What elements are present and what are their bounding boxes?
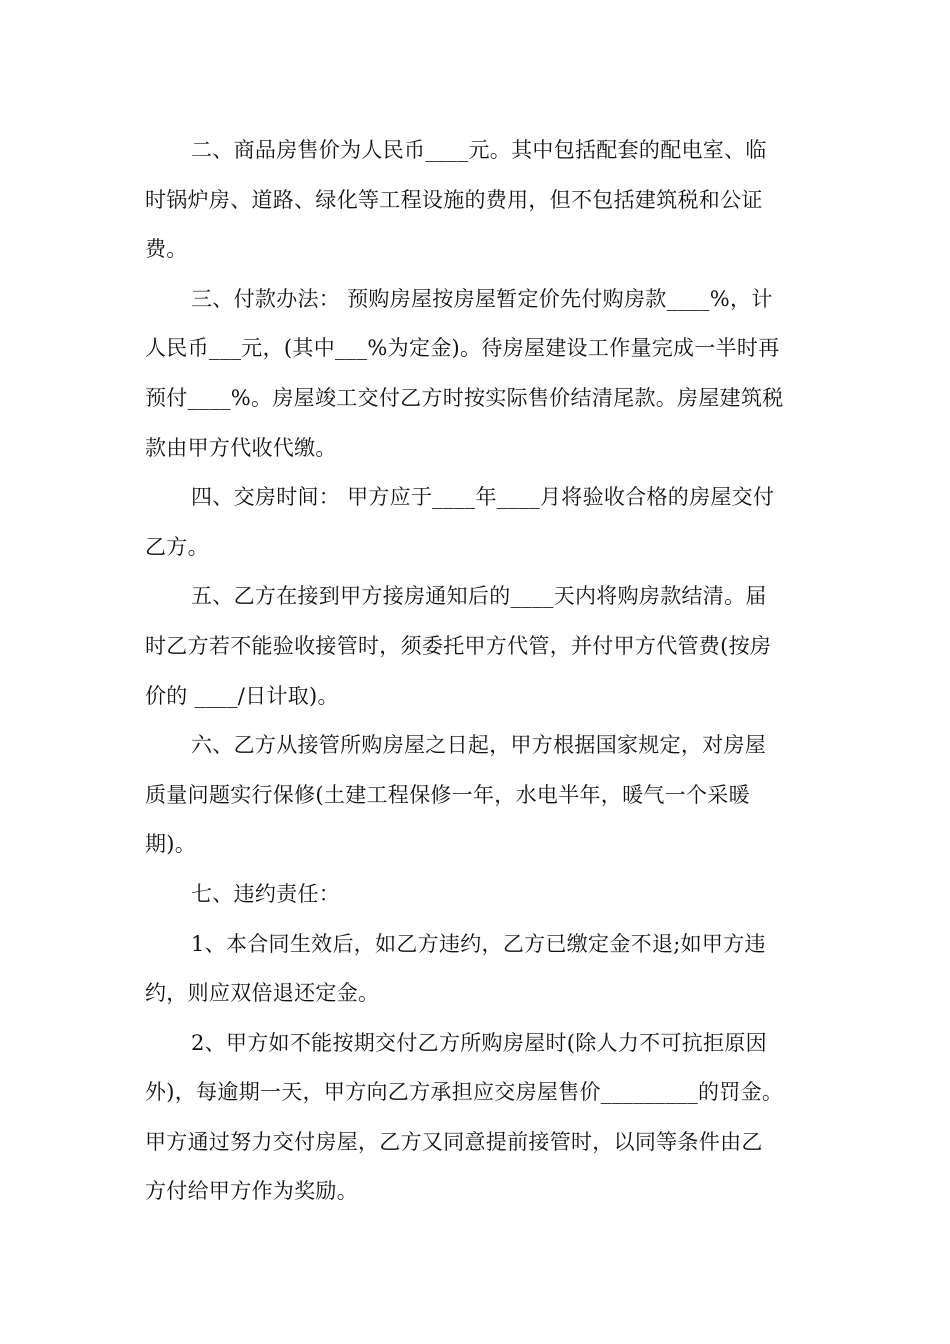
text-line: 质量问题实行保修(土建工程保修一年，水电半年，暖气一个采暖 (145, 782, 750, 807)
text-line: 甲方通过努力交付房屋，乙方又同意提前接管时，以同等条件由乙 (145, 1129, 763, 1154)
text-line: 价的 ____/日计取)。 (145, 683, 339, 708)
text-line: 1、本合同生效后，如乙方违约，乙方已缴定金不退;如甲方违 (191, 931, 766, 956)
text-line: 二、商品房售价为人民币____元。其中包括配套的配电室、临 (191, 138, 767, 162)
text-line: 期)。 (145, 832, 197, 857)
clause-warranty (145, 721, 815, 870)
text-line: 五、乙方在接到甲方接房通知后的____天内将购房款结清。届 (191, 584, 767, 609)
text-line: 费。 (145, 237, 188, 262)
clause-settlement (145, 572, 815, 721)
clause-liability-2 (145, 1019, 815, 1217)
section-heading: 七、违约责任： (191, 881, 341, 906)
text-line: 预付____%。房屋竣工交付乙方时按实际售价结清尾款。房屋建筑税 (145, 385, 784, 410)
text-line: 方付给甲方作为奖励。 (145, 1179, 358, 1204)
text-line: 时锅炉房、道路、绿化等工程设施的费用，但不包括建筑税和公证 (145, 187, 763, 212)
clause-delivery-time (145, 473, 815, 572)
clause-liability-1 (145, 920, 815, 1019)
text-line: 约，则应双倍退还定金。 (145, 981, 380, 1006)
clause-price (145, 126, 815, 275)
text-line: 外)，每逾期一天，甲方向乙方承担应交房屋售价_________的罚金。 (145, 1080, 784, 1105)
text-line: 三、付款办法： 预购房屋按房屋暂定价先付购房款____%，计 (191, 286, 773, 311)
clause-liability-heading (145, 870, 815, 920)
text-line: 款由甲方代收代缴。 (145, 435, 337, 460)
text-line: 时乙方若不能验收接管时，须委托甲方代管，并付甲方代管费(按房 (145, 633, 772, 658)
clause-payment (145, 275, 815, 473)
text-line: 乙方。 (145, 534, 209, 559)
contract-body (145, 126, 815, 1217)
text-line: 四、交房时间： 甲方应于____年____月将验收合格的房屋交付 (191, 485, 775, 510)
text-line: 2、甲方如不能按期交付乙方所购房屋时(除人力不可抗拒原因 (191, 1030, 767, 1055)
text-line: 人民币___元，(其中___%为定金)。待房屋建设工作量完成一半时再 (145, 336, 780, 361)
text-line: 六、乙方从接管所购房屋之日起，甲方根据国家规定，对房屋 (191, 733, 767, 758)
